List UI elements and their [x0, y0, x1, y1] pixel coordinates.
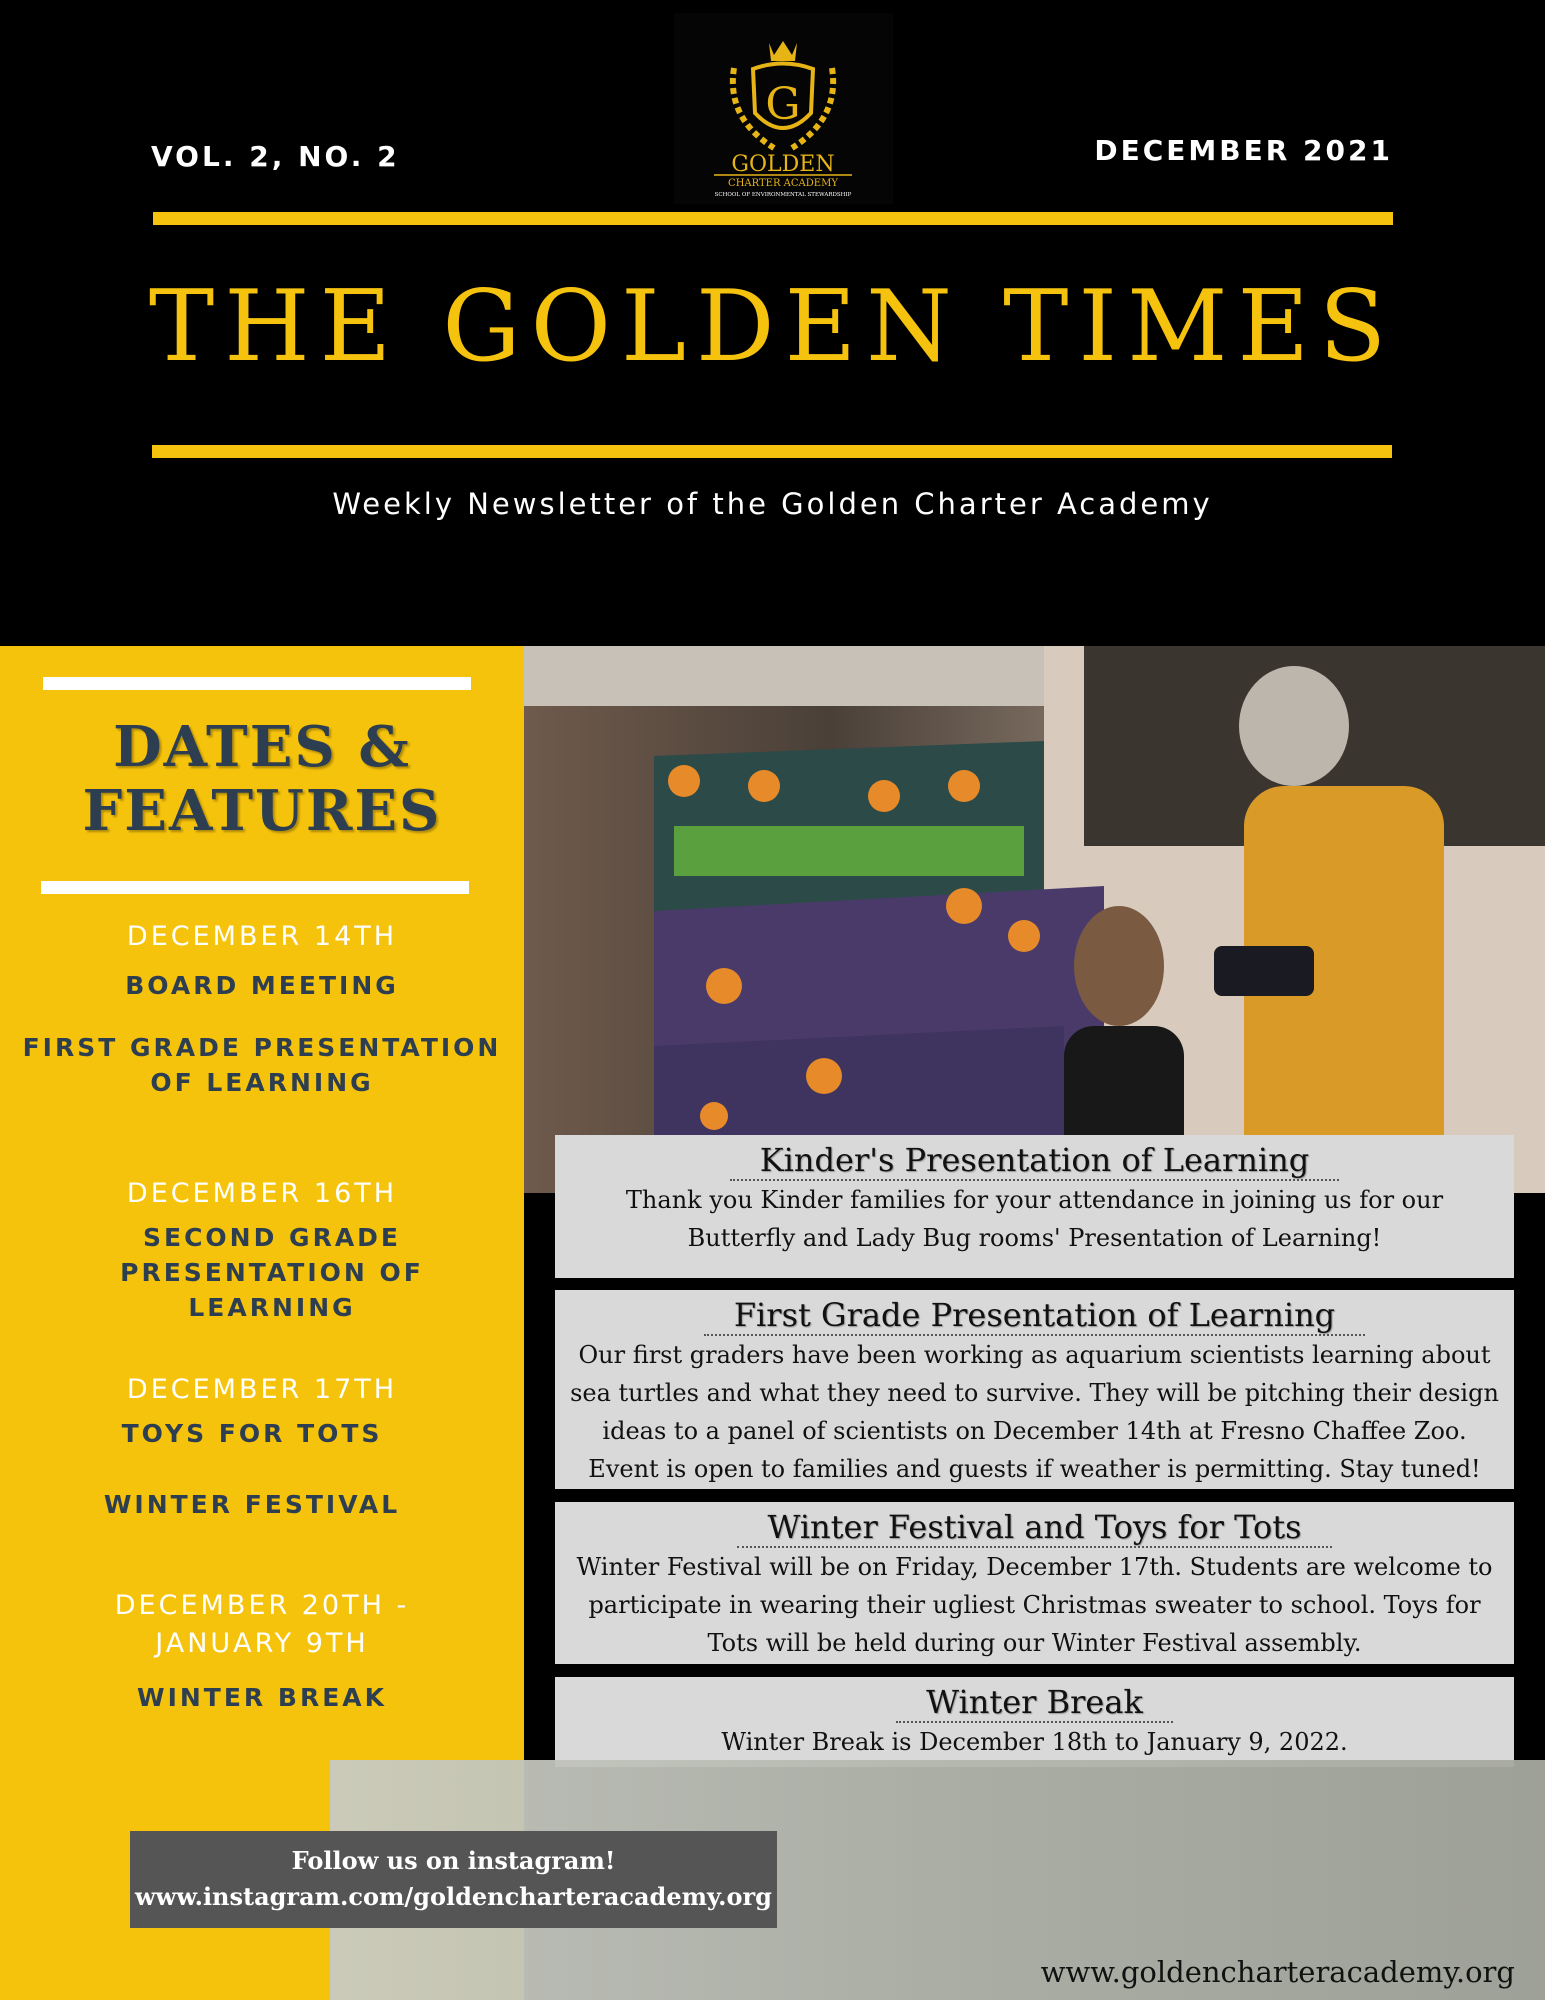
article-title: Kinder's Presentation of Learning [730, 1141, 1339, 1181]
event-label: WINTER FESTIVAL [103, 1490, 401, 1519]
masthead [0, 0, 1545, 646]
event-label: FIRST GRADE PRESENTATION OF LEARNING [22, 1033, 502, 1097]
sidebar-divider [41, 881, 469, 894]
sidebar-title-line: FEATURES [82, 778, 442, 844]
article-title: First Grade Presentation of Learning [704, 1296, 1365, 1336]
instagram-link[interactable]: www.instagram.com/goldencharteracademy.org [135, 1882, 772, 1911]
event-label: WINTER BREAK [137, 1683, 387, 1712]
school-logo [674, 13, 893, 204]
logo-name: GOLDEN [731, 152, 835, 177]
website-link[interactable]: www.goldencharteracademy.org [1040, 1955, 1515, 1989]
article-card [555, 1135, 1514, 1278]
date-label: DECEMBER 14TH [126, 921, 398, 952]
article-body: Winter Break is December 18th to January 9, 2022. [721, 1728, 1348, 1756]
event-label: SECOND GRADE PRESENTATION OF LEARNING [120, 1223, 424, 1322]
date-label: DECEMBER 16TH [126, 1178, 398, 1209]
instagram-heading: Follow us on instagram! [291, 1846, 616, 1875]
event-label: TOYS FOR TOTS [121, 1419, 383, 1448]
newsletter-title: THE GOLDEN TIMES [148, 270, 1397, 384]
article-body: Our first graders have been working as aquarium scientists learning about sea turtles and what they need to survive. They will be pitching their design ideas to a panel of scientists on December 14th at Fresno Chaffee Zoo. Event is open to families and guests if weather is permitting. Stay tuned! [570, 1341, 1499, 1483]
article-card [555, 1502, 1514, 1664]
classroom-photo [524, 646, 1545, 1193]
article-card [555, 1290, 1514, 1489]
issue-date: DECEMBER 2021 [1094, 134, 1393, 167]
sidebar-title-line: DATES & [113, 714, 411, 780]
article-body: Thank you Kinder families for your attendance in joining us for our Butterfly and Lady Bug rooms' Presentation of Learning! [625, 1186, 1444, 1252]
instagram-callout[interactable] [130, 1831, 777, 1928]
volume-label: VOL. 2, NO. 2 [151, 140, 400, 173]
sidebar-title [0, 715, 524, 843]
svg-text:CHARTER ACADEMY: CHARTER ACADEMY [728, 178, 838, 189]
event-label: BOARD MEETING [125, 971, 399, 1000]
sidebar-divider [43, 677, 471, 690]
date-label: DECEMBER 20TH - JANUARY 9TH [114, 1590, 410, 1659]
divider-bottom [152, 445, 1392, 458]
article-body: Winter Festival will be on Friday, December 17th. Students are welcome to participate in wearing their ugliest Christmas sweater to school. Toys for Tots will be held during our Winter Festival assembly. [576, 1553, 1493, 1657]
newsletter-subtitle: Weekly Newsletter of the Golden Charter Academy [332, 487, 1213, 521]
svg-text:SCHOOL OF ENVIRONMENTAL STEWAR: SCHOOL OF ENVIRONMENTAL STEWARDSHIP [714, 192, 852, 198]
article-title: Winter Break [896, 1683, 1173, 1723]
date-label: DECEMBER 17TH [126, 1374, 398, 1405]
svg-text:G: G [765, 79, 801, 130]
article-title: Winter Festival and Toys for Tots [737, 1508, 1331, 1548]
divider-top [153, 212, 1393, 225]
article-card [555, 1677, 1514, 1767]
